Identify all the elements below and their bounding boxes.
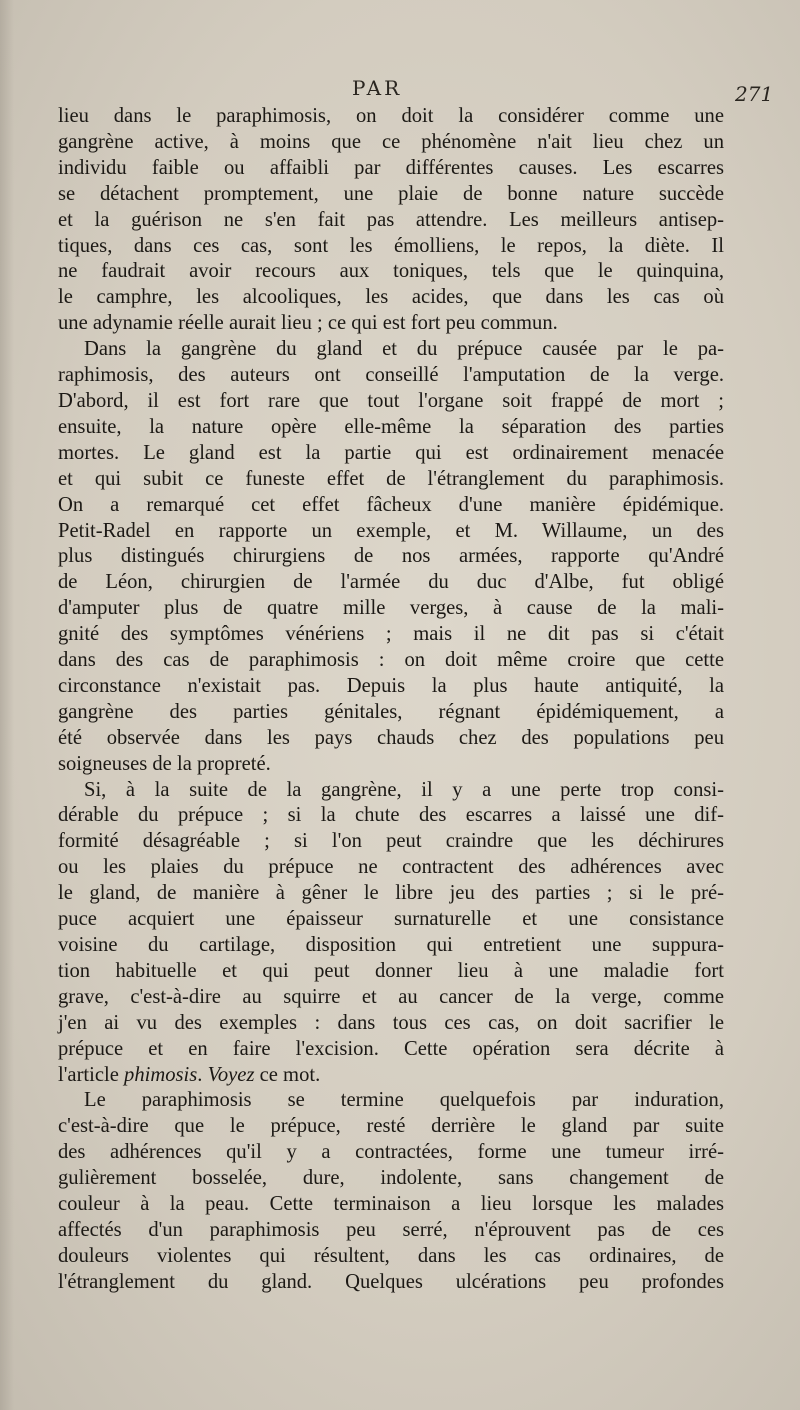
text-line: Dans la gangrène du gland et du prépuce causée par le pa-: [84, 338, 724, 361]
running-head: [0, 76, 800, 106]
text-line: affectés d'un paraphimosis peu serré, n'éprouvent pas de ces: [58, 1218, 724, 1241]
text-line: Le paraphimosis se termine quelquefois par induration,: [84, 1089, 724, 1112]
text-line: le gland, de manière à gêner le libre jeu des parties ; si le pré-: [58, 882, 724, 905]
text-line: et la guérison ne s'en fait pas attendre. Les meilleurs antisep-: [58, 208, 724, 231]
text-line: été observée dans les pays chauds chez des populations peu: [58, 726, 724, 749]
text-line: c'est-à-dire que le prépuce, resté derrière le gland par suite: [58, 1115, 724, 1138]
paragraph-2: [58, 337, 724, 777]
running-title: PAR: [352, 76, 403, 100]
paragraph-1: [58, 104, 724, 337]
paragraph-3: [58, 778, 724, 1089]
text-line: raphimosis, des auteurs ont conseillé l'amputation de la verge.: [58, 364, 724, 387]
text-line: puce acquiert une épaisseur surnaturelle et une consistance: [58, 908, 724, 931]
cross-reference-term: phimosis: [124, 1063, 198, 1086]
text-fragment: .: [197, 1063, 208, 1086]
text-line: gangrène active, à moins que ce phénomène n'ait lieu chez un: [58, 130, 724, 153]
text-line: plus distingués chirurgiens de nos armées, rapporte qu'André: [58, 545, 724, 568]
text-line: lieu dans le paraphimosis, on doit la considérer comme une: [58, 105, 724, 127]
text-line: dérable du prépuce ; si la chute des escarres a laissé une dif-: [58, 804, 724, 827]
text-line: douleurs violentes qui résultent, dans les cas ordinaires, de: [58, 1244, 724, 1267]
text-line: j'en ai vu des exemples : dans tous ces cas, on doit sacrifier le: [58, 1011, 724, 1034]
text-line: prépuce et en faire l'excision. Cette opération sera décrite à: [58, 1037, 724, 1060]
text-line: ne faudrait avoir recours aux toniques, tels que le quinquina,: [58, 260, 724, 283]
text-line: l'étranglement du gland. Quelques ulcérations peu profondes: [58, 1270, 724, 1293]
text-line: circonstance n'existait pas. Depuis la plus haute antiquité, la: [58, 674, 724, 697]
text-fragment: l'article: [58, 1063, 125, 1086]
text-line: gulièrement bosselée, dure, indolente, sans changement de: [58, 1167, 724, 1190]
text-line: soigneuses de la propreté.: [58, 752, 271, 775]
text-line: Si, à la suite de la gangrène, il y a une perte trop consi-: [84, 778, 724, 801]
text-line: se détachent promptement, une plaie de bonne nature succède: [58, 182, 724, 205]
text-line: individu faible ou affaibli par différentes causes. Les escarres: [58, 156, 724, 179]
text-line: On a remarqué cet effet fâcheux d'une manière épidémique.: [58, 493, 724, 516]
text-line: une adynamie réelle aurait lieu ; ce qui est fort peu commun.: [58, 312, 558, 335]
text-line: [58, 1063, 724, 1089]
text-line: D'abord, il est fort rare que tout l'organe soit frappé de mort ;: [58, 389, 724, 412]
text-line: dans des cas de paraphimosis : on doit même croire que cette: [58, 649, 724, 672]
text-line: ensuite, la nature opère elle-même la séparation des parties: [58, 415, 724, 438]
text-line: voisine du cartilage, disposition qui entretient une suppura-: [58, 934, 724, 956]
text-line: grave, c'est-à-dire au squirre et au cancer de la verge, comme: [58, 985, 724, 1008]
text-line: gnité des symptômes vénériens ; mais il ne dit pas si c'était: [58, 623, 724, 646]
text-line: le camphre, les alcooliques, les acides, que dans les cas où: [58, 286, 724, 309]
text-fragment: ce mot.: [254, 1063, 321, 1086]
text-line: Petit-Radel en rapporte un exemple, et M. Willaume, un des: [58, 519, 724, 542]
page-number: 271: [735, 82, 774, 106]
text-line: tion habituelle et qui peut donner lieu à une maladie fort: [58, 959, 724, 982]
text-line: de Léon, chirurgien de l'armée du duc d'Albe, fut obligé: [58, 571, 724, 594]
text-line: et qui subit ce funeste effet de l'étranglement du paraphimosis.: [58, 467, 724, 490]
paragraph-4: [58, 1088, 724, 1295]
text-line: d'amputer plus de quatre mille verges, à cause de la mali-: [58, 597, 724, 620]
cross-reference-voyez: Voyez: [207, 1063, 255, 1086]
text-line: formité désagréable ; si l'on peut craindre que les déchirures: [58, 830, 724, 853]
body-text: [58, 104, 724, 1296]
text-line: ou les plaies du prépuce ne contractent des adhérences avec: [58, 856, 724, 879]
text-line: couleur à la peau. Cette terminaison a lieu lorsque les malades: [58, 1193, 724, 1216]
text-line: mortes. Le gland est la partie qui est ordinairement menacée: [58, 441, 724, 464]
text-line: des adhérences qu'il y a contractées, forme une tumeur irré-: [58, 1141, 724, 1164]
text-line: tiques, dans ces cas, sont les émolliens, le repos, la diète. Il: [58, 234, 724, 257]
text-line: gangrène des parties génitales, régnant épidémiquement, a: [58, 700, 724, 723]
